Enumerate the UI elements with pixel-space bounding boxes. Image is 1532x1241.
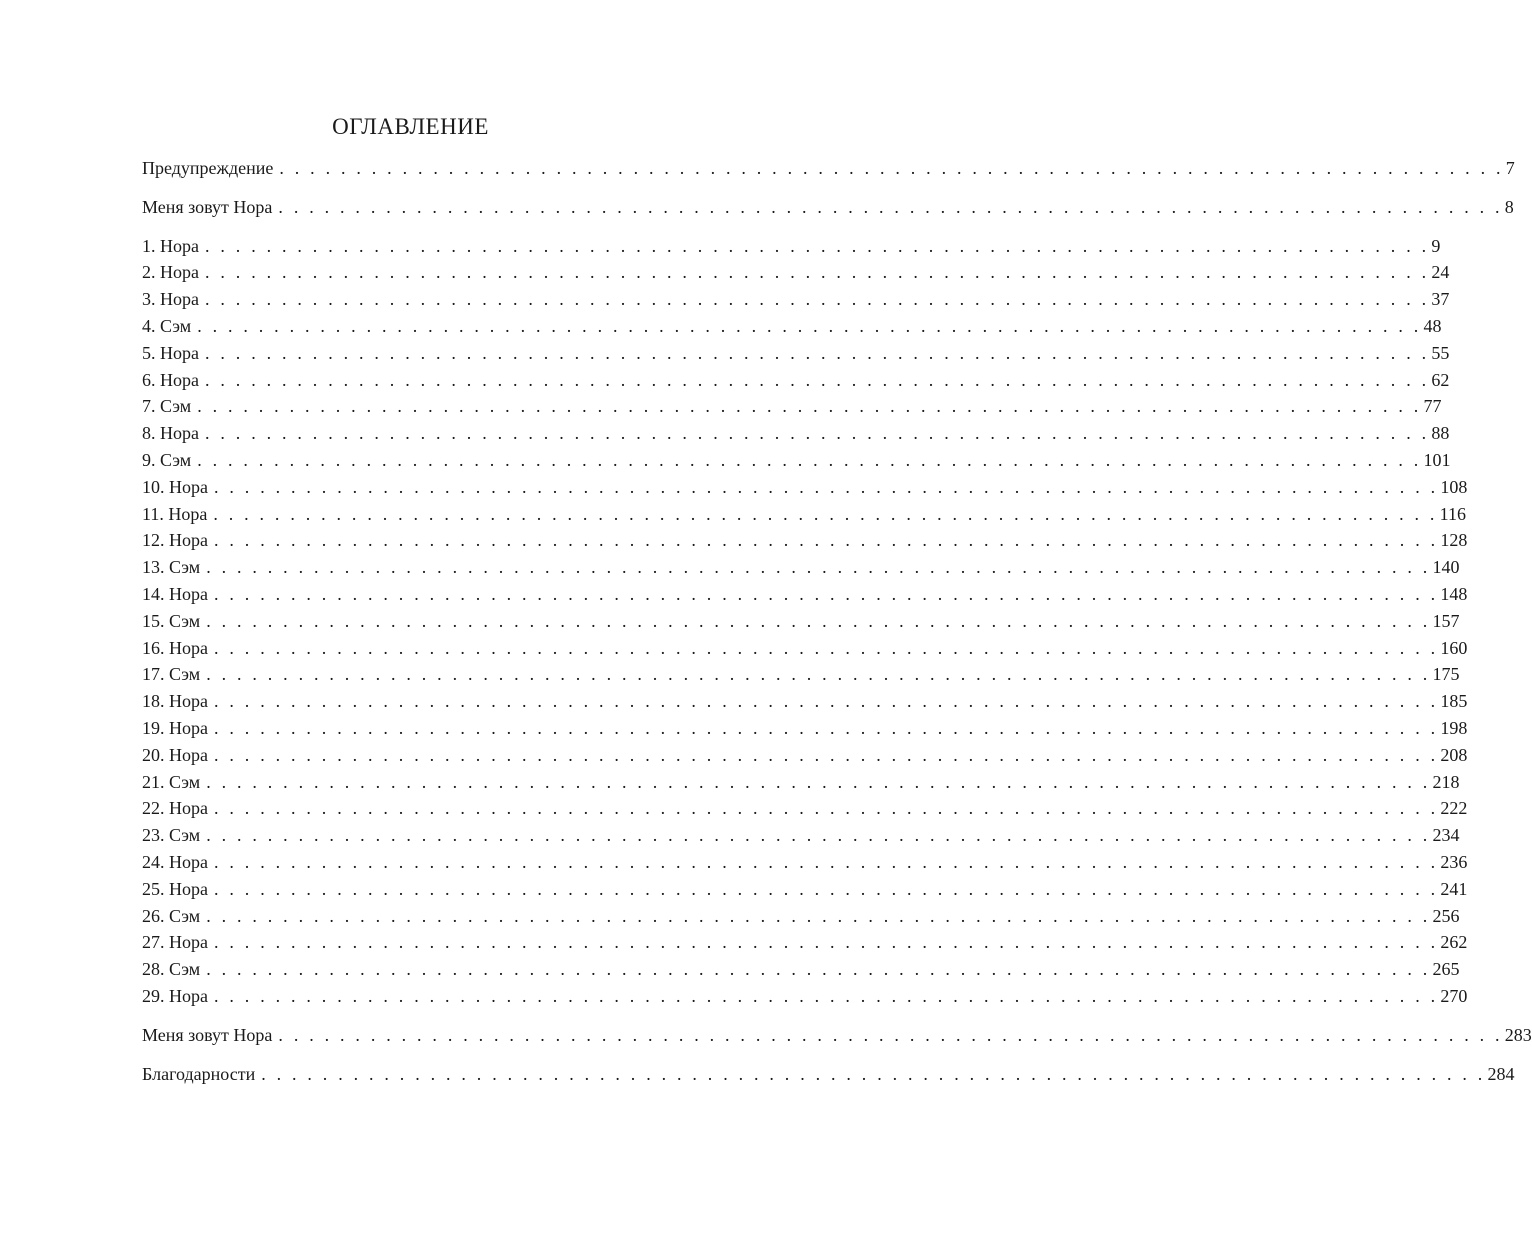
toc-entry	[142, 1022, 1532, 1049]
toc-entry-label: 16. Нора	[142, 637, 208, 658]
toc-entry-page-number: 262	[1440, 932, 1468, 953]
toc-entry	[142, 259, 1450, 286]
toc-entry-page-number: 101	[1423, 449, 1451, 470]
toc-entry-label: Меня зовут Нора	[142, 1024, 273, 1045]
toc-entry	[142, 367, 1450, 394]
toc-entry-page-number: 185	[1440, 691, 1468, 712]
toc-entry	[142, 661, 1460, 688]
toc-entry-label: 11. Нора	[142, 503, 208, 524]
toc-entry-page-number: 77	[1423, 396, 1442, 417]
toc-entry-page-number: 241	[1440, 878, 1468, 899]
toc-leader-dots: . . . . . . . . . . . . . . . . . . . . . . . . . . . . . . . . . . . . . . . . . . . . . . . . . . . . . . . . . . . . . . . . . . . . . . . . . . . . . . . .	[214, 878, 1439, 899]
toc-entry-page-number: 256	[1432, 905, 1460, 926]
toc-entry	[142, 876, 1468, 903]
toc-entry-page-number: 24	[1431, 262, 1450, 283]
toc-entry-label: 10. Нора	[142, 476, 208, 497]
toc-entry-label: 27. Нора	[142, 932, 208, 953]
toc-leader-dots: . . . . . . . . . . . . . . . . . . . . . . . . . . . . . . . . . . . . . . . . . . . . . . . . . . . . . . . . . . . . . . . . . . . . . . . . . . . . . . . .	[206, 771, 1431, 792]
toc-entry	[142, 1061, 1515, 1088]
toc-entry-page-number: 198	[1440, 717, 1468, 738]
toc-entry-label: 28. Сэм	[142, 959, 201, 980]
toc-leader-dots: . . . . . . . . . . . . . . . . . . . . . . . . . . . . . . . . . . . . . . . . . . . . . . . . . . . . . . . . . . . . . . . . . . . . . . . . . . . . . . . .	[214, 932, 1439, 953]
toc-leader-dots: . . . . . . . . . . . . . . . . . . . . . . . . . . . . . . . . . . . . . . . . . . . . . . . . . . . . . . . . . . . . . . . . . . . . . . . . . . . . . . . .	[206, 610, 1431, 631]
toc-leader-dots: . . . . . . . . . . . . . . . . . . . . . . . . . . . . . . . . . . . . . . . . . . . . . . . . . . . . . . . . . . . . . . . . . . . . . . . . . . . . . . . .	[206, 905, 1431, 926]
toc-entry-label: 17. Сэм	[142, 664, 201, 685]
toc-entry-page-number: 116	[1439, 503, 1466, 524]
toc-leader-dots: . . . . . . . . . . . . . . . . . . . . . . . . . . . . . . . . . . . . . . . . . . . . . . . . . . . . . . . . . . . . . . . . . . . . . . . . . . . . . . . .	[206, 557, 1431, 578]
toc-entry-page-number: 9	[1431, 235, 1441, 256]
toc-leader-dots: . . . . . . . . . . . . . . . . . . . . . . . . . . . . . . . . . . . . . . . . . . . . . . . . . . . . . . . . . . . . . . . . . . . . . . . . . . . . . . . .	[214, 530, 1439, 551]
toc-leader-dots: . . . . . . . . . . . . . . . . . . . . . . . . . . . . . . . . . . . . . . . . . . . . . . . . . . . . . . . . . . . . . . . . . . . . . . . . . . . . . . . .	[214, 985, 1439, 1006]
toc-entry-label: 26. Сэм	[142, 905, 201, 926]
toc-entry	[142, 233, 1441, 260]
toc-entry	[142, 554, 1460, 581]
toc-entry-page-number: 234	[1432, 825, 1460, 846]
toc-entry	[142, 769, 1460, 796]
toc-entry-label: 2. Нора	[142, 262, 199, 283]
toc-entry-page-number: 140	[1432, 557, 1460, 578]
toc-leader-dots: . . . . . . . . . . . . . . . . . . . . . . . . . . . . . . . . . . . . . . . . . . . . . . . . . . . . . . . . . . . . . . . . . . . . . . . . . . . . . . . .	[205, 235, 1430, 256]
toc-entry-label: 7. Сэм	[142, 396, 192, 417]
toc-entry-label: 5. Нора	[142, 342, 199, 363]
toc-leader-dots: . . . . . . . . . . . . . . . . . . . . . . . . . . . . . . . . . . . . . . . . . . . . . . . . . . . . . . . . . . . . . . . . . . . . . . . . . . . . . . . .	[205, 369, 1430, 390]
toc-entry-page-number: 265	[1432, 959, 1460, 980]
toc-entry-page-number: 222	[1440, 798, 1468, 819]
toc-entry-label: 22. Нора	[142, 798, 208, 819]
toc-entry-page-number: 157	[1432, 610, 1460, 631]
toc-entry-page-number: 55	[1431, 342, 1450, 363]
toc-leader-dots: . . . . . . . . . . . . . . . . . . . . . . . . . . . . . . . . . . . . . . . . . . . . . . . . . . . . . . . . . . . . . . . . . . . . . . . . . . . . . . . .	[278, 1024, 1503, 1045]
toc-entry-label: Предупреждение	[142, 158, 274, 178]
toc-entry-label: 24. Нора	[142, 851, 208, 872]
toc-entry	[142, 608, 1460, 635]
toc-entry	[142, 715, 1468, 742]
toc-entry-label: Меня зовут Нора	[142, 196, 273, 217]
toc-entry-label: 15. Сэм	[142, 610, 201, 631]
toc-entry	[142, 795, 1468, 822]
toc-leader-dots: . . . . . . . . . . . . . . . . . . . . . . . . . . . . . . . . . . . . . . . . . . . . . . . . . . . . . . . . . . . . . . . . . . . . . . . . . . . . . . . .	[206, 959, 1431, 980]
toc-entry	[142, 581, 1468, 608]
toc-entry-page-number: 236	[1440, 851, 1468, 872]
toc-entry-page-number: 8	[1504, 196, 1514, 217]
table-of-contents	[142, 155, 1532, 1087]
toc-leader-dots: . . . . . . . . . . . . . . . . . . . . . . . . . . . . . . . . . . . . . . . . . . . . . . . . . . . . . . . . . . . . . . . . . . . . . . . . . . . . . . . .	[197, 396, 1422, 417]
toc-leader-dots: . . . . . . . . . . . . . . . . . . . . . . . . . . . . . . . . . . . . . . . . . . . . . . . . . . . . . . . . . . . . . . . . . . . . . . . . . . . . . . . .	[197, 449, 1422, 470]
toc-entry-page-number: 218	[1432, 771, 1460, 792]
toc-entry	[142, 474, 1468, 501]
toc-entry	[142, 849, 1468, 876]
toc-entry-page-number: 88	[1431, 423, 1450, 444]
toc-entry-page-number: 48	[1423, 315, 1442, 336]
toc-entry	[142, 903, 1460, 930]
toc-entry-page-number: 270	[1440, 985, 1468, 1006]
toc-entry-page-number: 7	[1505, 158, 1515, 178]
toc-entry-label: 23. Сэм	[142, 825, 201, 846]
toc-leader-dots: . . . . . . . . . . . . . . . . . . . . . . . . . . . . . . . . . . . . . . . . . . . . . . . . . . . . . . . . . . . . . . . . . . . . . . . . . . . . . . . .	[278, 196, 1503, 217]
toc-entry	[142, 420, 1450, 447]
toc-entry	[142, 155, 1515, 182]
toc-entry	[142, 194, 1514, 221]
toc-entry-label: 6. Нора	[142, 369, 199, 390]
toc-leader-dots: . . . . . . . . . . . . . . . . . . . . . . . . . . . . . . . . . . . . . . . . . . . . . . . . . . . . . . . . . . . . . . . . . . . . . . . . . . . . . . . .	[214, 637, 1439, 658]
toc-entry	[142, 983, 1468, 1010]
toc-entry-label: Благодарности	[142, 1063, 256, 1084]
toc-entry	[142, 286, 1450, 313]
toc-entry-label: 4. Сэм	[142, 315, 192, 336]
toc-leader-dots: . . . . . . . . . . . . . . . . . . . . . . . . . . . . . . . . . . . . . . . . . . . . . . . . . . . . . . . . . . . . . . . . . . . . . . . . . . . . . . . .	[213, 503, 1438, 524]
toc-entry	[142, 501, 1466, 528]
toc-leader-dots: . . . . . . . . . . . . . . . . . . . . . . . . . . . . . . . . . . . . . . . . . . . . . . . . . . . . . . . . . . . . . . . . . . . . . . . . . . . . . . . .	[214, 851, 1439, 872]
toc-entry-label: 13. Сэм	[142, 557, 201, 578]
toc-entry-label: 18. Нора	[142, 691, 208, 712]
toc-leader-dots: . . . . . . . . . . . . . . . . . . . . . . . . . . . . . . . . . . . . . . . . . . . . . . . . . . . . . . . . . . . . . . . . . . . . . . . . . . . . . . . .	[214, 583, 1439, 604]
toc-leader-dots: . . . . . . . . . . . . . . . . . . . . . . . . . . . . . . . . . . . . . . . . . . . . . . . . . . . . . . . . . . . . . . . . . . . . . . . . . . . . . . . .	[205, 342, 1430, 363]
toc-entry-page-number: 208	[1440, 744, 1468, 765]
toc-entry	[142, 447, 1451, 474]
toc-leader-dots: . . . . . . . . . . . . . . . . . . . . . . . . . . . . . . . . . . . . . . . . . . . . . . . . . . . . . . . . . . . . . . . . . . . . . . . . . . . . . . . .	[214, 717, 1439, 738]
toc-entry-page-number: 175	[1432, 664, 1460, 685]
toc-entry	[142, 635, 1468, 662]
page-title: ОГЛАВЛЕНИЕ	[332, 114, 489, 139]
toc-leader-dots: . . . . . . . . . . . . . . . . . . . . . . . . . . . . . . . . . . . . . . . . . . . . . . . . . . . . . . . . . . . . . . . . . . . . . . . . . . . . . . . .	[214, 798, 1439, 819]
toc-leader-dots: . . . . . . . . . . . . . . . . . . . . . . . . . . . . . . . . . . . . . . . . . . . . . . . . . . . . . . . . . . . . . . . . . . . . . . . . . . . . . . . .	[261, 1063, 1486, 1084]
toc-entry	[142, 822, 1460, 849]
toc-leader-dots: . . . . . . . . . . . . . . . . . . . . . . . . . . . . . . . . . . . . . . . . . . . . . . . . . . . . . . . . . . . . . . . . . . . . . . . . . . . . . . . .	[206, 825, 1431, 846]
toc-entry-label: 14. Нора	[142, 583, 208, 604]
toc-leader-dots: . . . . . . . . . . . . . . . . . . . . . . . . . . . . . . . . . . . . . . . . . . . . . . . . . . . . . . . . . . . . . . . . . . . . . . . . . . . . . . . .	[214, 476, 1439, 497]
toc-entry	[142, 688, 1468, 715]
toc-entry-page-number: 160	[1440, 637, 1468, 658]
toc-entry-page-number: 62	[1431, 369, 1450, 390]
toc-entry-label: 25. Нора	[142, 878, 208, 899]
toc-entry-page-number: 128	[1440, 530, 1468, 551]
toc-entry	[142, 527, 1468, 554]
toc-leader-dots: . . . . . . . . . . . . . . . . . . . . . . . . . . . . . . . . . . . . . . . . . . . . . . . . . . . . . . . . . . . . . . . . . . . . . . . . . . . . . . . .	[205, 289, 1430, 310]
toc-leader-dots: . . . . . . . . . . . . . . . . . . . . . . . . . . . . . . . . . . . . . . . . . . . . . . . . . . . . . . . . . . . . . . . . . . . . . . . . . . . . . . . .	[214, 744, 1439, 765]
toc-entry-label: 29. Нора	[142, 985, 208, 1006]
toc-entry	[142, 393, 1442, 420]
toc-leader-dots: . . . . . . . . . . . . . . . . . . . . . . . . . . . . . . . . . . . . . . . . . . . . . . . . . . . . . . . . . . . . . . . . . . . . . . . . . . . . . . . .	[205, 423, 1430, 444]
toc-entry-label: 21. Сэм	[142, 771, 201, 792]
toc-leader-dots: . . . . . . . . . . . . . . . . . . . . . . . . . . . . . . . . . . . . . . . . . . . . . . . . . . . . . . . . . . . . . . . . . . . . . . . . . . . . . . . .	[197, 315, 1422, 336]
toc-entry-label: 8. Нора	[142, 423, 199, 444]
toc-entry	[142, 313, 1442, 340]
toc-entry-label: 9. Сэм	[142, 449, 192, 470]
toc-entry-page-number: 37	[1431, 289, 1450, 310]
toc-entry-label: 20. Нора	[142, 744, 208, 765]
toc-entry	[142, 956, 1460, 983]
toc-entry-page-number: 284	[1487, 1063, 1515, 1084]
toc-leader-dots: . . . . . . . . . . . . . . . . . . . . . . . . . . . . . . . . . . . . . . . . . . . . . . . . . . . . . . . . . . . . . . . . . . . . . . . . . . . . . . . .	[206, 664, 1431, 685]
toc-entry	[142, 929, 1468, 956]
toc-entry-label: 1. Нора	[142, 235, 199, 256]
toc-entry	[142, 340, 1450, 367]
toc-entry-label: 12. Нора	[142, 530, 208, 551]
toc-leader-dots: . . . . . . . . . . . . . . . . . . . . . . . . . . . . . . . . . . . . . . . . . . . . . . . . . . . . . . . . . . . . . . . . . . . . . . . . . . . . . . . .	[214, 691, 1439, 712]
toc-entry-page-number: 148	[1440, 583, 1468, 604]
toc-entry-page-number: 283	[1504, 1024, 1532, 1045]
toc-leader-dots: . . . . . . . . . . . . . . . . . . . . . . . . . . . . . . . . . . . . . . . . . . . . . . . . . . . . . . . . . . . . . . . . . . . . . . . . . . . . . . . .	[205, 262, 1430, 283]
toc-entry-label: 3. Нора	[142, 289, 199, 310]
toc-leader-dots: . . . . . . . . . . . . . . . . . . . . . . . . . . . . . . . . . . . . . . . . . . . . . . . . . . . . . . . . . . . . . . . . . . . . . . . . . . . . . . . .	[279, 158, 1504, 178]
toc-entry-label: 19. Нора	[142, 717, 208, 738]
toc-entry-page-number: 108	[1440, 476, 1468, 497]
toc-entry	[142, 742, 1468, 769]
